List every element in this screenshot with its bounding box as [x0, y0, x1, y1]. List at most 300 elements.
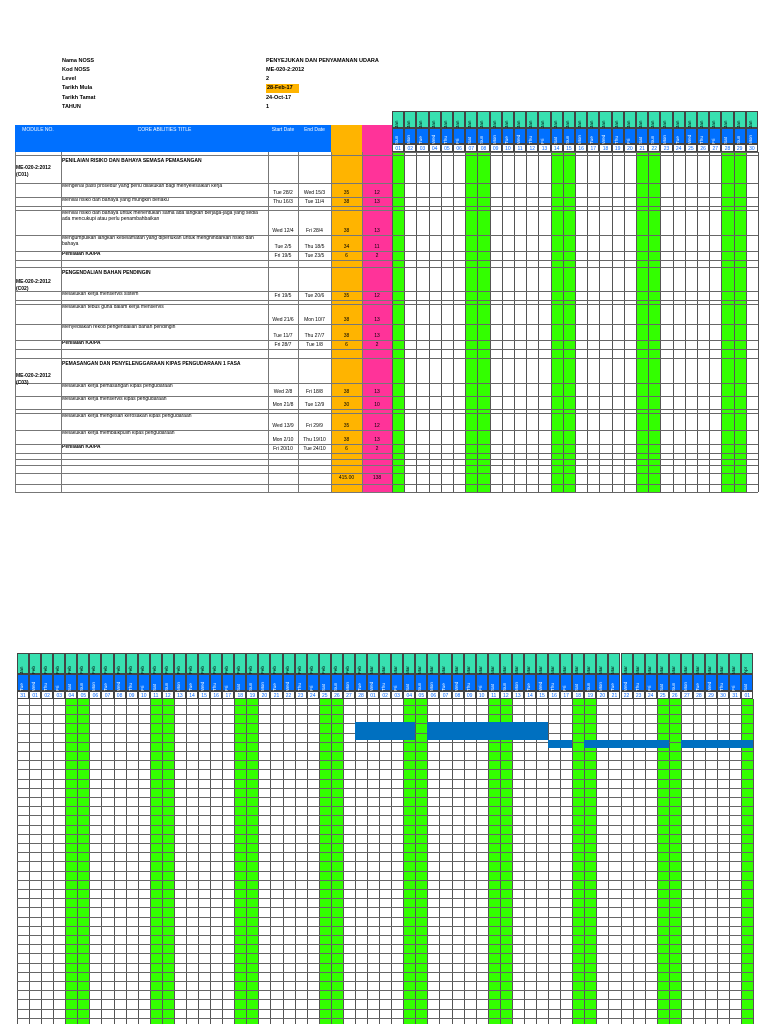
calendar-month-cell — [524, 653, 536, 674]
calendar-day-number: 12 — [500, 691, 512, 699]
calendar-weekday-cell — [502, 128, 514, 144]
calendar-month-label: Jan — [552, 120, 558, 128]
calendar-row-line — [17, 880, 753, 881]
calendar-weekday-label: Fri — [711, 138, 717, 144]
calendar-day-number: 05 — [77, 691, 89, 699]
calendar-weekday-label: Wed — [453, 681, 459, 691]
calendar-month-cell — [633, 653, 645, 674]
calendar-day-column — [648, 152, 660, 492]
calendar-row-line — [17, 1009, 753, 1010]
calendar-month-label: Mar — [381, 666, 387, 674]
calendar-month-label: Mar — [706, 666, 712, 674]
row-line — [15, 459, 392, 460]
task-end-date: Tue 20/6 — [304, 293, 325, 299]
calendar-month-label: Jan — [638, 120, 643, 128]
info-label: Tarikh Mula — [62, 85, 93, 91]
calendar-weekday-label: Sat — [723, 137, 729, 144]
calendar-month-label: Feb — [248, 666, 254, 674]
calendar-day-number: 18 — [599, 144, 611, 152]
calendar-weekday-cell — [441, 128, 453, 144]
calendar-weekday-cell — [367, 674, 379, 691]
calendar-day-number: 02 — [41, 691, 53, 699]
calendar-month-label: Mar — [489, 666, 495, 674]
calendar-day-column — [477, 152, 489, 492]
calendar-month-cell — [563, 111, 575, 128]
calendar-day-number: 15 — [536, 691, 548, 699]
calendar-month-label: Jan — [503, 120, 509, 128]
task-title: Penilaian KA/PA — [62, 341, 101, 346]
calendar-day-number: 16 — [210, 691, 222, 699]
calendar-day-number: 29 — [705, 691, 717, 699]
calendar-row-line — [392, 251, 758, 252]
calendar-month-cell — [538, 111, 550, 128]
calendar-weekday-cell — [624, 128, 636, 144]
calendar-weekday-label: Mon — [598, 682, 604, 691]
calendar-weekday-cell — [114, 674, 126, 691]
calendar-day-column — [465, 152, 477, 492]
calendar-month-label: Apr — [743, 666, 749, 674]
calendar-weekday-label: Thu — [212, 683, 218, 691]
calendar-weekday-cell — [464, 674, 476, 691]
calendar-weekday-label: Fri — [625, 138, 631, 144]
calendar-day-number: 31 — [729, 691, 741, 699]
calendar-month-cell — [536, 653, 548, 674]
info-value: 24-Oct-17 — [266, 95, 292, 101]
task-hours: 6 — [345, 342, 348, 348]
calendar-month-label: Feb — [139, 666, 145, 674]
calendar-weekday-label: Thu — [465, 683, 471, 691]
calendar-month-cell — [319, 653, 331, 674]
calendar-weekday-label: Tue — [674, 136, 680, 144]
calendar-row-line — [17, 760, 753, 761]
calendar-month-cell — [746, 111, 758, 128]
calendar-day-number: 03 — [391, 691, 403, 699]
calendar-month-label: Feb — [272, 666, 278, 674]
calendar-month-label: Jan — [516, 120, 521, 128]
calendar-weekday-cell — [548, 674, 560, 691]
calendar-day-number: 01 — [392, 144, 404, 152]
calendar-month-label: Jan — [711, 120, 717, 128]
module-title: PEMASANGAN DAN PENYELENGGARAAN KIPAS PENGUDARAAN 1 FASA — [62, 361, 241, 367]
calendar-month-label: Feb — [320, 666, 326, 674]
calendar-month-cell — [270, 653, 282, 674]
calendar-weekday-label: Sun — [670, 682, 676, 691]
calendar-weekday-label: Sun — [163, 682, 169, 691]
task-end-date: Tue 12/9 — [304, 402, 325, 408]
calendar-weekday-cell — [89, 674, 101, 691]
task-days: 10 — [374, 402, 380, 408]
calendar-row-line — [17, 999, 753, 1000]
calendar-day-number: 23 — [660, 144, 672, 152]
calendar-month-cell — [17, 653, 29, 674]
calendar-weekday-label: Tue — [525, 683, 531, 691]
calendar-weekday-label: Thu — [528, 136, 534, 144]
calendar-weekday-label: Mon — [747, 135, 753, 144]
calendar-weekday-cell — [186, 674, 198, 691]
calendar-day-number: 20 — [258, 691, 270, 699]
calendar-day-number: 13 — [538, 144, 550, 152]
row-line — [15, 349, 392, 350]
calendar-weekday-label: Fri — [308, 685, 314, 691]
calendar-month-label: Jan — [747, 120, 753, 128]
calendar-month-label: Feb — [260, 666, 266, 674]
calendar-month-label: Jan — [19, 666, 24, 674]
calendar-day-column — [490, 152, 502, 492]
calendar-weekday-cell — [295, 674, 307, 691]
calendar-month-label: Feb — [175, 666, 181, 674]
calendar-row-line — [392, 492, 758, 493]
calendar-weekday-cell — [234, 674, 246, 691]
calendar-day-number: 19 — [612, 144, 624, 152]
task-title: Melakukan kerja mengesan kerosakan kipas pengudaraan — [62, 414, 192, 419]
calendar-month-cell — [415, 653, 427, 674]
calendar-day-column — [746, 152, 758, 492]
calendar-month-cell — [246, 653, 258, 674]
calendar-right-edge — [753, 699, 754, 1024]
calendar-weekday-label: Fri — [139, 685, 145, 691]
calendar-month-label: Jan — [723, 120, 729, 128]
calendar-day-number: 06 — [453, 144, 465, 152]
task-start-date: Tue 28/2 — [273, 190, 293, 196]
task-days: 13 — [374, 389, 380, 395]
calendar-day-column — [404, 152, 416, 492]
calendar-day-number: 01 — [29, 691, 41, 699]
calendar-day-column — [392, 152, 404, 492]
task-title: Mengenal pasti prosedur yang perlu dilakukan bagi menyelesaikan kerja — [62, 184, 223, 189]
task-days: 13 — [374, 228, 380, 234]
task-start-date: Wed 12/4 — [272, 228, 294, 234]
calendar-row-line — [392, 349, 758, 350]
calendar-weekday-label: Thu — [296, 683, 302, 691]
calendar-month-cell — [612, 111, 624, 128]
calendar-weekday-cell — [729, 674, 741, 691]
calendar-weekday-label: Sun — [650, 135, 656, 144]
calendar-day-number: 03 — [53, 691, 65, 699]
calendar-day-column — [563, 152, 575, 492]
task-hours: 38 — [343, 317, 350, 323]
calendar-row-line — [392, 465, 758, 466]
calendar-weekday-label: Fri — [731, 685, 737, 691]
info-value: 1 — [266, 104, 270, 110]
task-end-date: Wed 15/3 — [303, 190, 326, 196]
task-days: 13 — [374, 317, 380, 323]
task-days: 12 — [374, 293, 380, 299]
calendar-month-cell — [452, 653, 464, 674]
calendar-month-label: Jan — [540, 120, 546, 128]
calendar-day-number: 19 — [584, 691, 596, 699]
calendar-month-label: Jan — [394, 120, 399, 128]
calendar-month-label: Mar — [694, 666, 700, 674]
task-hours: 38 — [343, 333, 350, 339]
calendar-month-cell — [101, 653, 113, 674]
calendar-weekday-label: Sun — [394, 135, 399, 144]
calendar-month-cell — [464, 653, 476, 674]
info-label: Level — [62, 76, 77, 82]
gantt-bar — [548, 740, 572, 748]
task-days: 2 — [375, 253, 379, 259]
calendar-day-number: 27 — [343, 691, 355, 699]
calendar-month-label: Feb — [308, 666, 314, 674]
calendar-weekday-cell — [210, 674, 222, 691]
calendar-weekday-cell — [693, 674, 705, 691]
task-start-date: Fri 28/7 — [274, 342, 292, 348]
task-days: 13 — [374, 333, 380, 339]
calendar-month-cell — [355, 653, 367, 674]
calendar-weekday-label: Mon — [91, 682, 97, 691]
task-hours: 38 — [343, 228, 350, 234]
calendar-month-label: Feb — [67, 666, 73, 674]
calendar-weekday-cell — [599, 128, 611, 144]
calendar-weekday-cell — [150, 674, 162, 691]
calendar-weekday-cell — [477, 128, 489, 144]
calendar-day-number: 14 — [551, 144, 563, 152]
calendar-row-line — [392, 183, 758, 184]
calendar-month-cell — [41, 653, 53, 674]
gantt-bar — [355, 722, 415, 740]
calendar-month-cell — [500, 653, 512, 674]
calendar-weekday-label: Sat — [405, 684, 411, 691]
calendar-weekday-cell — [536, 674, 548, 691]
calendar-weekday-label: Fri — [646, 685, 652, 691]
calendar-row-line — [17, 852, 753, 853]
calendar-month-label: Jan — [662, 120, 668, 128]
calendar-row-line — [17, 815, 753, 816]
calendar-weekday-label: Sat — [658, 684, 664, 691]
calendar-month-label: Mar — [598, 666, 604, 674]
info-label: TAHUN — [62, 104, 81, 110]
total-days: 138 — [372, 475, 382, 481]
calendar-day-column — [526, 152, 538, 492]
calendar-month-cell — [477, 111, 489, 128]
calendar-month-label: Mar — [670, 666, 676, 674]
calendar-day-number: 11 — [488, 691, 500, 699]
task-hours: 35 — [343, 190, 350, 196]
calendar-weekday-cell — [673, 128, 685, 144]
calendar-month-label: Mar — [610, 666, 616, 674]
calendar-month-label: Mar — [453, 666, 459, 674]
task-title: Melakukan kerja menservis kipas pengudaraan — [62, 397, 167, 402]
calendar-weekday-cell — [65, 674, 77, 691]
calendar-row-line — [392, 235, 758, 236]
calendar-month-cell — [150, 653, 162, 674]
calendar-row-line — [17, 1018, 753, 1019]
calendar-month-cell — [490, 111, 502, 128]
calendar-weekday-cell — [101, 674, 113, 691]
calendar-month-cell — [575, 111, 587, 128]
calendar-month-label: Mar — [646, 666, 652, 674]
calendar-row-line — [392, 453, 758, 454]
total-hours: 415.00 — [338, 475, 355, 481]
calendar-day-number: 12 — [526, 144, 538, 152]
calendar-month-label: Jan — [528, 120, 534, 128]
calendar-row-line — [392, 291, 758, 292]
calendar-weekday-cell — [17, 674, 29, 691]
calendar-day-column — [636, 152, 648, 492]
calendar-month-label: Mar — [429, 666, 435, 674]
calendar-weekday-label: Wed — [200, 681, 206, 691]
row-line — [15, 473, 392, 474]
calendar-month-cell — [721, 111, 733, 128]
calendar-weekday-label: Tue — [418, 136, 424, 144]
calendar-weekday-label: Sat — [320, 684, 326, 691]
calendar-weekday-cell — [392, 128, 404, 144]
calendar-month-cell — [572, 653, 584, 674]
calendar-weekday-label: Sat — [574, 684, 580, 691]
calendar-month-cell — [476, 653, 488, 674]
calendar-weekday-cell — [198, 674, 210, 691]
calendar-weekday-label: Sun — [79, 682, 85, 691]
task-end-date: Fri 28/4 — [306, 228, 323, 234]
calendar-weekday-cell — [538, 128, 550, 144]
calendar-day-number: 22 — [283, 691, 295, 699]
calendar-month-label: Feb — [79, 666, 85, 674]
calendar-month-cell — [210, 653, 222, 674]
calendar-month-cell — [551, 111, 563, 128]
calendar-day-number: 17 — [587, 144, 599, 152]
calendar-month-cell — [624, 111, 636, 128]
calendar-row-line — [17, 981, 753, 982]
calendar-weekday-cell — [439, 674, 451, 691]
row-line — [15, 484, 392, 485]
calendar-month-label: Jan — [601, 120, 607, 128]
calendar-month-cell — [416, 111, 428, 128]
calendar-weekday-cell — [526, 128, 538, 144]
calendar-day-number: 22 — [621, 691, 633, 699]
calendar-row-line — [17, 797, 753, 798]
calendar-weekday-label: Mon — [577, 135, 582, 144]
calendar-month-label: Mar — [393, 666, 399, 674]
calendar-month-label: Mar — [405, 666, 411, 674]
calendar-day-number: 08 — [114, 691, 126, 699]
calendar-month-cell — [596, 653, 608, 674]
info-label: Nama NOSS — [62, 58, 95, 64]
calendar-day-number: 25 — [319, 691, 331, 699]
calendar-day-number: 26 — [697, 144, 709, 152]
calendar-row-line — [392, 409, 758, 410]
calendar-month-label: Feb — [91, 666, 97, 674]
calendar-day-number: 25 — [657, 691, 669, 699]
calendar-weekday-cell — [77, 674, 89, 691]
calendar-weekday-cell — [633, 674, 645, 691]
task-start-date: Fri 19/5 — [274, 293, 292, 299]
calendar-month-cell — [693, 653, 705, 674]
calendar-day-column — [538, 152, 550, 492]
calendar-row-line — [392, 340, 758, 341]
calendar-day-number: 24 — [307, 691, 319, 699]
header-end: End Date — [304, 127, 325, 133]
calendar-weekday-label: Thu — [43, 683, 49, 691]
info-value: PENYEJUKAN DAN PENYAMANAN UDARA — [266, 58, 379, 64]
calendar-month-label: Jan — [577, 120, 582, 128]
row-line — [15, 155, 392, 156]
calendar-day-number: 12 — [162, 691, 174, 699]
calendar-day-number: 30 — [717, 691, 729, 699]
calendar-day-number: 20 — [596, 691, 608, 699]
calendar-weekday-label: Wed — [31, 681, 37, 691]
calendar-row-line — [392, 324, 758, 325]
calendar-weekday-label: Mon — [175, 682, 181, 691]
calendar-row-line — [17, 871, 753, 872]
calendar-day-number: 10 — [502, 144, 514, 152]
calendar-row-line — [392, 430, 758, 431]
calendar-weekday-label: Fri — [477, 685, 483, 691]
task-end-date: Fri 29/9 — [306, 423, 323, 429]
task-end-date: Tue 1/8 — [306, 342, 323, 348]
calendar-weekday-cell — [53, 674, 65, 691]
header-start: Start Date — [271, 127, 295, 133]
calendar-weekday-cell — [379, 674, 391, 691]
calendar-weekday-cell — [721, 128, 733, 144]
calendar-weekday-cell — [476, 674, 488, 691]
calendar-weekday-label: Sun — [564, 135, 570, 144]
calendar-weekday-label: Sun — [586, 682, 592, 691]
calendar-month-cell — [587, 111, 599, 128]
calendar-month-cell — [673, 111, 685, 128]
calendar-month-cell — [331, 653, 343, 674]
task-title: Melakukan kerja membaikpulih kipas pengudaraan — [62, 431, 175, 436]
calendar-weekday-cell — [669, 674, 681, 691]
calendar-month-cell — [584, 653, 596, 674]
calendar-weekday-label: Mon — [682, 682, 688, 691]
calendar-weekday-label: Sat — [638, 137, 643, 144]
calendar-month-label: Mar — [682, 666, 688, 674]
task-title: Melakukan kerja pemasangan kipas pengudaraan — [62, 384, 173, 389]
calendar-day-number: 17 — [560, 691, 572, 699]
calendar-day-number: 10 — [476, 691, 488, 699]
calendar-month-label: Mar — [369, 666, 375, 674]
calendar-right-edge — [758, 152, 759, 492]
calendar-month-cell — [29, 653, 41, 674]
calendar-month-label: Jan — [699, 120, 704, 128]
calendar-row-line — [392, 383, 758, 384]
calendar-month-label: Feb — [163, 666, 169, 674]
calendar-weekday-label: Sat — [236, 684, 242, 691]
calendar-day-column — [429, 152, 441, 492]
task-days: 11 — [374, 244, 380, 250]
task-end-date: Mon 10/7 — [304, 317, 325, 323]
calendar-day-number: 15 — [563, 144, 575, 152]
calendar-weekday-label: Fri — [55, 685, 61, 691]
calendar-month-label: Feb — [43, 666, 49, 674]
calendar-weekday-label: Wed — [601, 134, 607, 144]
task-start-date: Mon 21/8 — [272, 402, 294, 408]
calendar-weekday-cell — [560, 674, 572, 691]
calendar-row-line — [17, 788, 753, 789]
calendar-weekday-cell — [612, 128, 624, 144]
task-title: Mengumpulkan langkah keselamatan yang diperlukan untuk menghindarkan risiko dan bahaya — [62, 236, 254, 247]
calendar-month-label: Feb — [187, 666, 193, 674]
calendar-day-number: 15 — [198, 691, 210, 699]
calendar-month-label: Mar — [538, 666, 543, 674]
calendar-weekday-cell — [648, 128, 660, 144]
calendar-day-number: 24 — [673, 144, 685, 152]
task-days: 12 — [374, 423, 380, 429]
calendar-weekday-cell — [453, 128, 465, 144]
calendar-row-line — [392, 197, 758, 198]
calendar-day-number: 01 — [367, 691, 379, 699]
calendar-day-number: 14 — [524, 691, 536, 699]
task-title: Menyediakan rekod pengendalian bahan pendingin — [62, 325, 176, 330]
calendar-day-number: 16 — [548, 691, 560, 699]
calendar-day-column — [587, 152, 599, 492]
calendar-month-label: Mar — [731, 666, 737, 674]
task-hours: 35 — [343, 293, 350, 299]
task-end-date: Thu 27/7 — [304, 333, 325, 339]
calendar-day-column — [575, 152, 587, 492]
calendar-month-label: Jan — [564, 120, 570, 128]
calendar-weekday-label: Fri — [455, 138, 460, 144]
calendar-weekday-cell — [657, 674, 669, 691]
